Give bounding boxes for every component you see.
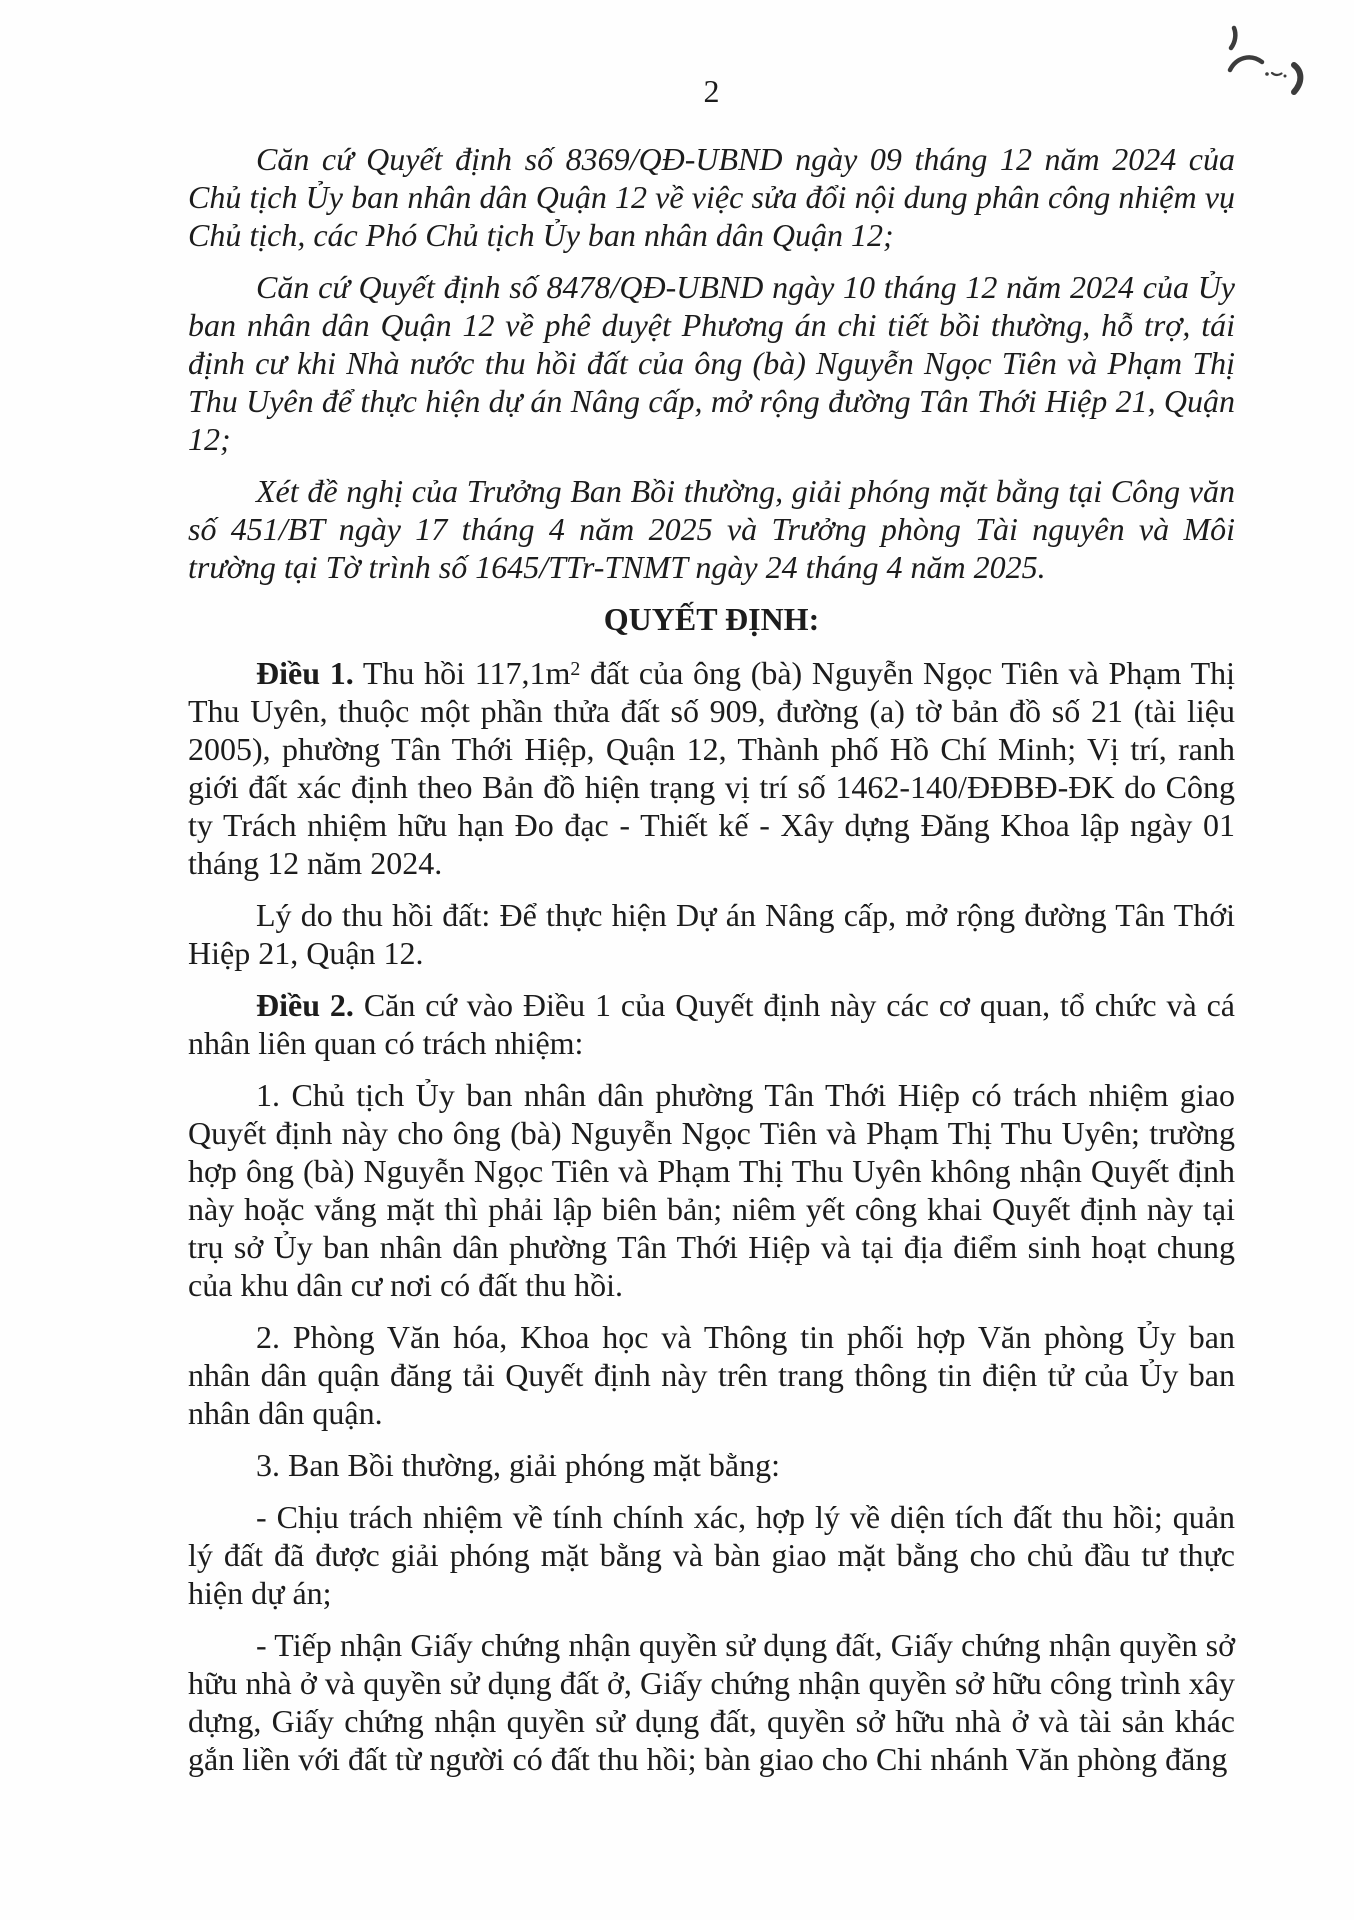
article-1 (188, 654, 1235, 882)
page-number: 2 (703, 73, 720, 109)
article-2-item-3-dash-2 (188, 1626, 1235, 1778)
article-1-text: Thu hồi 117,1m (353, 655, 571, 691)
article-2-item-3-dash-1 (188, 1498, 1235, 1612)
article-2 (188, 986, 1235, 1062)
preamble-proposal-text: Xét đề nghị của Trưởng Ban Bồi thường, giải phóng mặt bằng tại Công văn số 451/BT ngày 17 tháng 4 năm 2025 và Trưởng phòng Tài nguyên và Môi trường tại Tờ trình số 1645/TTr-TNMT ngày 24 tháng 4 năm 2025. (188, 473, 1235, 585)
decision-heading (188, 600, 1235, 638)
preamble-proposal (188, 472, 1235, 586)
article-2-item-2-text: 2. Phòng Văn hóa, Khoa học và Thông tin phối hợp Văn phòng Ủy ban nhân dân quận đăng tải Quyết định này trên trang thông tin điện tử của Ủy ban nhân dân quận. (188, 1319, 1235, 1431)
decision-heading-text: QUYẾT ĐỊNH: (603, 601, 820, 637)
article-2-item-2 (188, 1318, 1235, 1432)
article-1-reason-text: Lý do thu hồi đất: Để thực hiện Dự án Nâng cấp, mở rộng đường Tân Thới Hiệp 21, Quận 12. (188, 897, 1235, 971)
preamble-citation-1 (188, 140, 1235, 254)
preamble-citation-1-text: Căn cứ Quyết định số 8369/QĐ-UBND ngày 09 tháng 12 năm 2024 của Chủ tịch Ủy ban nhân dân Quận 12 về việc sửa đổi nội dung phân công nhiệm vụ Chủ tịch, các Phó Chủ tịch Ủy ban nhân dân Quận 12; (188, 141, 1235, 253)
article-1-text: 2 (570, 658, 581, 681)
article-2-item-3 (188, 1446, 1235, 1484)
article-2-item-3-dash-2-text: - Tiếp nhận Giấy chứng nhận quyền sử dụng đất, Giấy chứng nhận quyền sở hữu nhà ở và quyền sử dụng đất ở, Giấy chứng nhận quyền sở hữu công trình xây dựng, Giấy chứng nhận quyền sử dụng đất, quyền sở hữu nhà ở và tài sản khác gắn liền với đất từ người có đất thu hồi; bàn giao cho Chi nhánh Văn phòng đăng (188, 1627, 1235, 1777)
article-2-item-3-dash-1-text: - Chịu trách nhiệm về tính chính xác, hợp lý về diện tích đất thu hồi; quản lý đất đã được giải phóng mặt bằng và bàn giao mặt bằng cho chủ đầu tư thực hiện dự án; (188, 1499, 1235, 1611)
article-1-reason (188, 896, 1235, 972)
article-2-item-1-text: 1. Chủ tịch Ủy ban nhân dân phường Tân Thới Hiệp có trách nhiệm giao Quyết định này cho ông (bà) Nguyễn Ngọc Tiên và Phạm Thị Thu Uyên; trường hợp ông (bà) Nguyễn Ngọc Tiên và Phạm Thị Thu Uyên không nhận Quyết định này hoặc vắng mặt thì phải lập biên bản; niêm yết công khai Quyết định này tại trụ sở Ủy ban nhân dân phường Tân Thới Hiệp và tại địa điểm sinh hoạt chung của khu dân cư nơi có đất thu hồi. (188, 1077, 1235, 1303)
preamble-citation-2 (188, 268, 1235, 458)
document-body (188, 140, 1235, 1792)
article-2-item-3-text: 3. Ban Bồi thường, giải phóng mặt bằng: (256, 1447, 780, 1483)
article-1-text: Điều 1. (256, 655, 354, 691)
preamble-citation-2-text: Căn cứ Quyết định số 8478/QĐ-UBND ngày 10 tháng 12 năm 2024 của Ủy ban nhân dân Quận 12 về phê duyệt Phương án chi tiết bồi thường, hỗ trợ, tái định cư khi Nhà nước thu hồi đất của ông (bà) Nguyễn Ngọc Tiên và Phạm Thị Thu Uyên để thực hiện dự án Nâng cấp, mở rộng đường Tân Thới Hiệp 21, Quận 12; (188, 269, 1235, 457)
article-2-item-1 (188, 1076, 1235, 1304)
article-1-text: đất của ông (bà) Nguyễn Ngọc Tiên và Phạm Thị Thu Uyên, thuộc một phần thửa đất số 909, đường (a) tờ bản đồ số 21 (tài liệu 2005), phường Tân Thới Hiệp, Quận 12, Thành phố Hồ Chí Minh; Vị trí, ranh giới đất xác định theo Bản đồ hiện trạng vị trí số 1462-140/ĐĐBĐ-ĐK do Công ty Trách nhiệm hữu hạn Đo đạc - Thiết kế - Xây dựng Đăng Khoa lập ngày 01 tháng 12 năm 2024. (188, 655, 1236, 881)
article-2-text: Căn cứ vào Điều 1 của Quyết định này các cơ quan, tổ chức và cá nhân liên quan có trách nhiệm: (188, 987, 1236, 1061)
article-2-text: Điều 2. (256, 987, 354, 1023)
